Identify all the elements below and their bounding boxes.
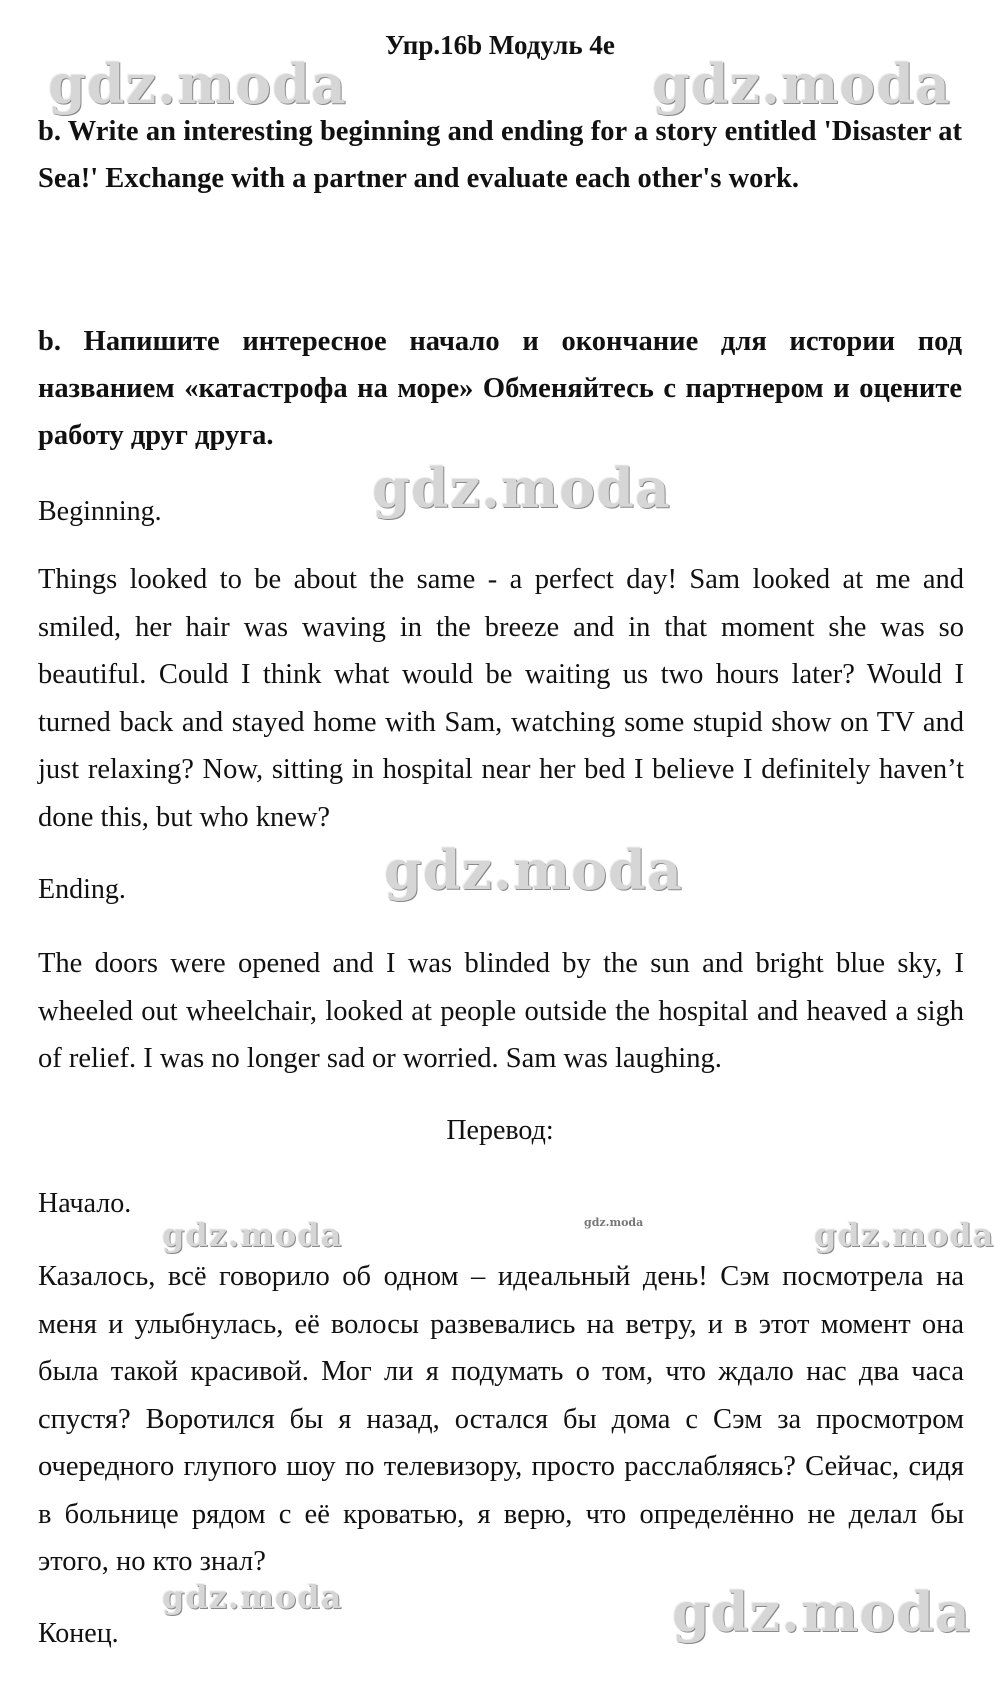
task-russian: b. Напишите интересное начало и окончание для истории под названием «катастрофа на море» Обменяйтесь с партнером и оцените работу друг друга.: [38, 326, 962, 451]
watermark: gdz.moda: [162, 1578, 343, 1616]
watermark: gdz.moda: [384, 838, 683, 902]
ending-label: Ending.: [38, 874, 126, 905]
watermark: gdz.moda: [584, 1216, 644, 1229]
watermark: gdz.moda: [672, 1580, 971, 1644]
task-english: b. Write an interesting beginning and ending for a story entitled 'Disaster at Sea!' Exchange with a partner and evaluate each other's work.: [38, 116, 962, 194]
exercise-header: Упр.16b Модуль 4e: [385, 30, 615, 60]
ru-beginning-paragraph: Казалось, всё говорило об одном – идеальный день! Сэм посмотрела на меня и улыбнулась, её волосы развевались на ветру, и в этот момент она была такой красивой. Мог ли я подумать о том, что ждало нас два часа спустя? Воротился бы я назад, остался бы дома с Сэм за просмотром очередного глупого шоу по телевизору, просто расслабляясь? Сейчас, сидя в больнице рядом с её кроватью, я верю, что определённо не делал бы этого, но кто знал?: [38, 1261, 964, 1577]
watermark: gdz.moda: [652, 52, 951, 116]
watermark: gdz.moda: [48, 52, 347, 116]
translation-label: Перевод:: [446, 1115, 554, 1146]
watermark: gdz.moda: [372, 456, 671, 520]
beginning-label: Beginning.: [38, 496, 162, 527]
ending-paragraph: The doors were opened and I was blinded by the sun and bright blue sky, I wheeled out wheelchair, looked at people outside the hospital and heaved a sigh of relief. I was no longer sad or worried. Sam was laughing.: [38, 948, 964, 1074]
watermark: gdz.moda: [162, 1216, 343, 1254]
watermark: gdz.moda: [814, 1216, 995, 1254]
beginning-paragraph: Things looked to be about the same - a perfect day! Sam looked at me and smiled, her hair was waving in the breeze and in that moment she was so beautiful. Could I think what would be waiting us two hours later? Would I turned back and stayed home with Sam, watching some stupid show on TV and just relaxing? Now, sitting in hospital near her bed I believe I definitely haven’t done this, but who knew?: [38, 564, 964, 833]
ru-beginning-label: Начало.: [38, 1188, 132, 1219]
ru-ending-label: Конец.: [38, 1618, 119, 1649]
